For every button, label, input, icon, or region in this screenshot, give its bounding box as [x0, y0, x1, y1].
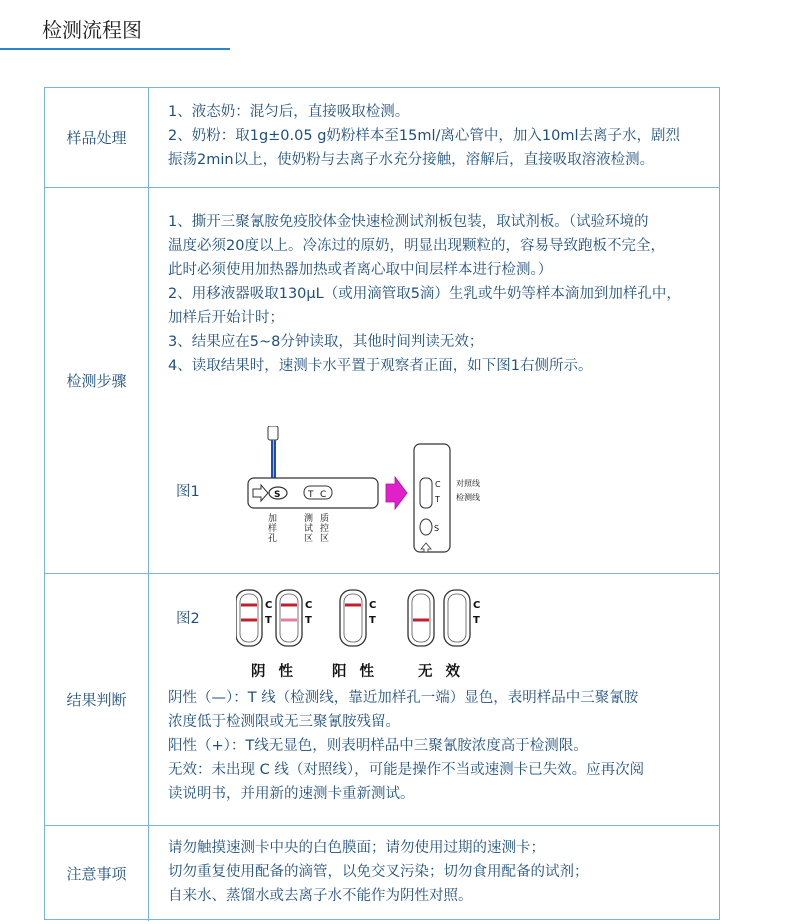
row-label: 检测步骤 [45, 188, 149, 573]
text-line: 3、结果应在5~8分钟读取，其他时间判读无效； [168, 334, 484, 350]
text-line: 浓度低于检测限或无三聚氰胺残留。 [168, 714, 400, 730]
row-result-judgement [45, 574, 719, 826]
text-line: 切勿重复使用配备的滴管，以免交叉污染；切勿食用配备的试剂； [168, 864, 589, 880]
row-content [148, 188, 719, 573]
zone-label-control-zone: 质控区 [320, 514, 330, 544]
text-line: 阴性（—）：T 线（检测线，靠近加样孔一端）显色，表明样品中三聚氰胺 [168, 690, 639, 706]
title-underline [0, 48, 230, 50]
text-line: 1、液态奶：混匀后，直接吸取检测。 [168, 104, 410, 120]
mark-t: T [265, 615, 272, 626]
zone-label-sample-well: 加样孔 [268, 514, 278, 544]
right-mark-c: C [435, 480, 441, 489]
invalid-card [408, 590, 480, 646]
procedure-table [44, 87, 720, 920]
mark-c: C [265, 600, 273, 611]
mark-t: T [305, 615, 312, 626]
dropper-bulb [268, 426, 278, 440]
card-mark-c: C [320, 490, 327, 500]
row-sample-processing [45, 88, 719, 188]
mark-c: C [369, 600, 377, 611]
text-line: 2、奶粉：取1g±0.05 g奶粉样本至15ml/离心管中，加入10ml去离子水，剧烈 [168, 128, 680, 144]
right-label-test-line: 检测线 [456, 493, 480, 502]
mark-c: C [473, 600, 481, 611]
row-detection-steps [45, 188, 719, 574]
figure-2-label: 图2 [176, 611, 200, 627]
text-line: 无效：未出现 C 线（对照线），可能是操作不当或速测卡已失效。应再次阅 [168, 762, 645, 778]
card-mark-t: T [308, 490, 314, 500]
result-label-negative: 阴 性 [251, 664, 298, 680]
text-line: 请勿触摸速测卡中央的白色膜面；请勿使用过期的速测卡； [168, 840, 545, 856]
text-line: 此时必须使用加热器加热或者离心取中间层样本进行检测。） [168, 262, 553, 278]
row-label: 样品处理 [45, 88, 149, 187]
row-label: 结果判断 [45, 574, 149, 825]
positive-card [340, 590, 376, 646]
row-content [148, 826, 719, 921]
text-line: 2、用移液器吸取130μL（或用滴管取5滴）生乳或牛奶等样本滴加到加样孔中， [168, 286, 681, 302]
text-line: 读说明书，并用新的速测卡重新测试。 [168, 786, 415, 802]
mark-c: C [305, 600, 313, 611]
text-line: 振荡2min以上，使奶粉与去离子水充分接触，溶解后，直接吸取溶液检测。 [168, 152, 655, 168]
vertical-sample-well [420, 519, 432, 535]
card-mark-s: S [274, 490, 281, 500]
negative-card [236, 590, 312, 646]
result-text [168, 686, 644, 806]
row-notes [45, 826, 719, 921]
magenta-arrow-icon [386, 477, 407, 509]
row-content [148, 88, 719, 187]
right-label-control-line: 对照线 [456, 479, 480, 488]
vertical-result-window [420, 478, 432, 508]
mark-t: T [369, 615, 376, 626]
result-label-positive: 阳 性 [332, 664, 379, 680]
figure-1-label: 图1 [176, 484, 200, 500]
text-line: 温度必须20度以上。冷冻过的原奶，明显出现颗粒的，容易导致跑板不完全， [168, 238, 665, 254]
row-label: 注意事项 [45, 826, 149, 921]
text-line: 自来水、蒸馏水或去离子水不能作为阴性对照。 [168, 888, 473, 904]
page-title: 检测流程图 [42, 18, 142, 42]
text-line: 1、撕开三聚氰胺免疫胶体金快速检测试剂板包装，取试剂板。（试验环境的 [168, 214, 649, 230]
text-line: 阳性（+）：T线无显色，则表明样品中三聚氰胺浓度高于检测限。 [168, 738, 588, 754]
text-line: 4、读取结果时，速测卡水平置于观察者正面，如下图1右侧所示。 [168, 358, 593, 374]
right-mark-s: S [434, 524, 440, 533]
text-line: 加样后开始计时； [168, 310, 284, 326]
result-label-invalid: 无 效 [418, 664, 465, 680]
row-content [148, 574, 719, 825]
figure-2-diagram [236, 588, 516, 650]
right-mark-t: T [435, 495, 440, 504]
zone-label-test-zone: 测试区 [304, 514, 314, 544]
mark-t: T [473, 615, 480, 626]
